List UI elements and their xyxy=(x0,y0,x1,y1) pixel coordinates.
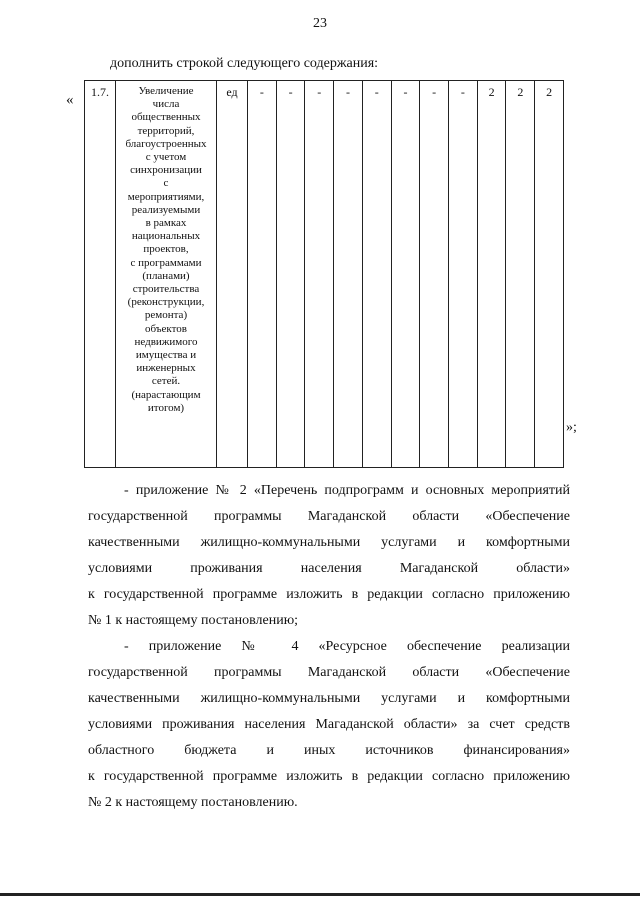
value-cell: - xyxy=(391,81,420,468)
indicator-line: синхронизации xyxy=(130,164,202,177)
intro-text: дополнить строкой следующего содержания: xyxy=(110,56,379,71)
indicator-line: (планами) xyxy=(142,269,190,282)
paragraph-appendix-2 xyxy=(88,478,570,634)
paragraph-line: к государственной программе изложить в редакции согласно приложению xyxy=(88,587,570,602)
indicator-line: (нарастающим xyxy=(131,388,201,401)
indicator-line: реализуемыми xyxy=(131,203,201,216)
value-cell: - xyxy=(334,81,363,468)
indicator-line: в рамках xyxy=(145,217,187,230)
amendment-table xyxy=(84,80,564,468)
indicator-line: инженерных xyxy=(136,362,196,375)
paragraph-line: к государственной программе изложить в редакции согласно приложению xyxy=(88,769,570,784)
table-row xyxy=(85,81,564,468)
unit-cell: ед xyxy=(217,81,248,468)
value-cell: - xyxy=(420,81,449,468)
indicator-line: Увеличение xyxy=(138,85,194,97)
page-number: 23 xyxy=(313,16,327,31)
indicator-line: с xyxy=(163,177,169,190)
indicator-line: национальных xyxy=(131,230,201,243)
paragraph-line: качественными жилищно-коммунальными услугами и комфортными xyxy=(88,691,570,706)
value-cell: 2 xyxy=(477,81,506,468)
indicator-line: имущества и xyxy=(135,349,197,362)
indicator-line: проектов, xyxy=(143,243,189,256)
paragraph-line: - приложение № 4 «Ресурсное обеспечение реализации xyxy=(124,639,570,654)
indicator-line: с учетом xyxy=(145,151,187,164)
paragraph-line: № 2 к настоящему постановлению. xyxy=(88,795,298,810)
value-cell: 2 xyxy=(506,81,535,468)
paragraph-line: № 1 к настоящему постановлению; xyxy=(88,613,299,628)
value-cell: - xyxy=(276,81,305,468)
paragraph-line: областного бюджета и иных источников финансирования» xyxy=(88,743,570,758)
indicator-line: территорий, xyxy=(137,124,195,137)
paragraph-line: условиями проживания населения Магаданской области» xyxy=(88,561,570,576)
indicator-line: объектов xyxy=(145,322,187,335)
indicator-line: итогом) xyxy=(147,401,185,414)
value-cell: 2 xyxy=(535,81,564,468)
row-number: 1.7. xyxy=(85,81,116,468)
paragraph-line: качественными жилищно-коммунальными услугами и комфортными xyxy=(88,535,570,550)
indicator-line: (реконструкции, xyxy=(127,296,205,309)
indicator-name xyxy=(116,81,217,468)
paragraph-line: - приложение № 2 «Перечень подпрограмм и основных мероприятий xyxy=(124,483,570,498)
value-cell: - xyxy=(305,81,334,468)
paragraph-line: государственной программы Магаданской области «Обеспечение xyxy=(88,509,570,524)
closing-quote: »; xyxy=(566,420,577,435)
indicator-line: недвижимого xyxy=(134,335,198,348)
footer-rule xyxy=(0,893,640,896)
indicator-line: общественных xyxy=(131,111,201,124)
value-cell: - xyxy=(449,81,478,468)
indicator-line: благоустроенных xyxy=(125,137,207,150)
indicator-line: мероприятиями, xyxy=(127,190,205,203)
indicator-line: с программами xyxy=(130,256,202,269)
opening-quote: « xyxy=(66,92,74,108)
paragraph-appendix-4 xyxy=(88,634,570,816)
value-cell: - xyxy=(248,81,277,468)
paragraph-line: условиями проживания населения Магаданской области» за счет средств xyxy=(88,717,570,732)
indicator-line: ремонта) xyxy=(144,309,188,322)
indicator-line: числа xyxy=(152,98,180,111)
indicator-line: сетей. xyxy=(151,375,181,388)
indicator-line: строительства xyxy=(132,283,200,296)
value-cell: - xyxy=(362,81,391,468)
paragraph-line: государственной программы Магаданской области «Обеспечение xyxy=(88,665,570,680)
